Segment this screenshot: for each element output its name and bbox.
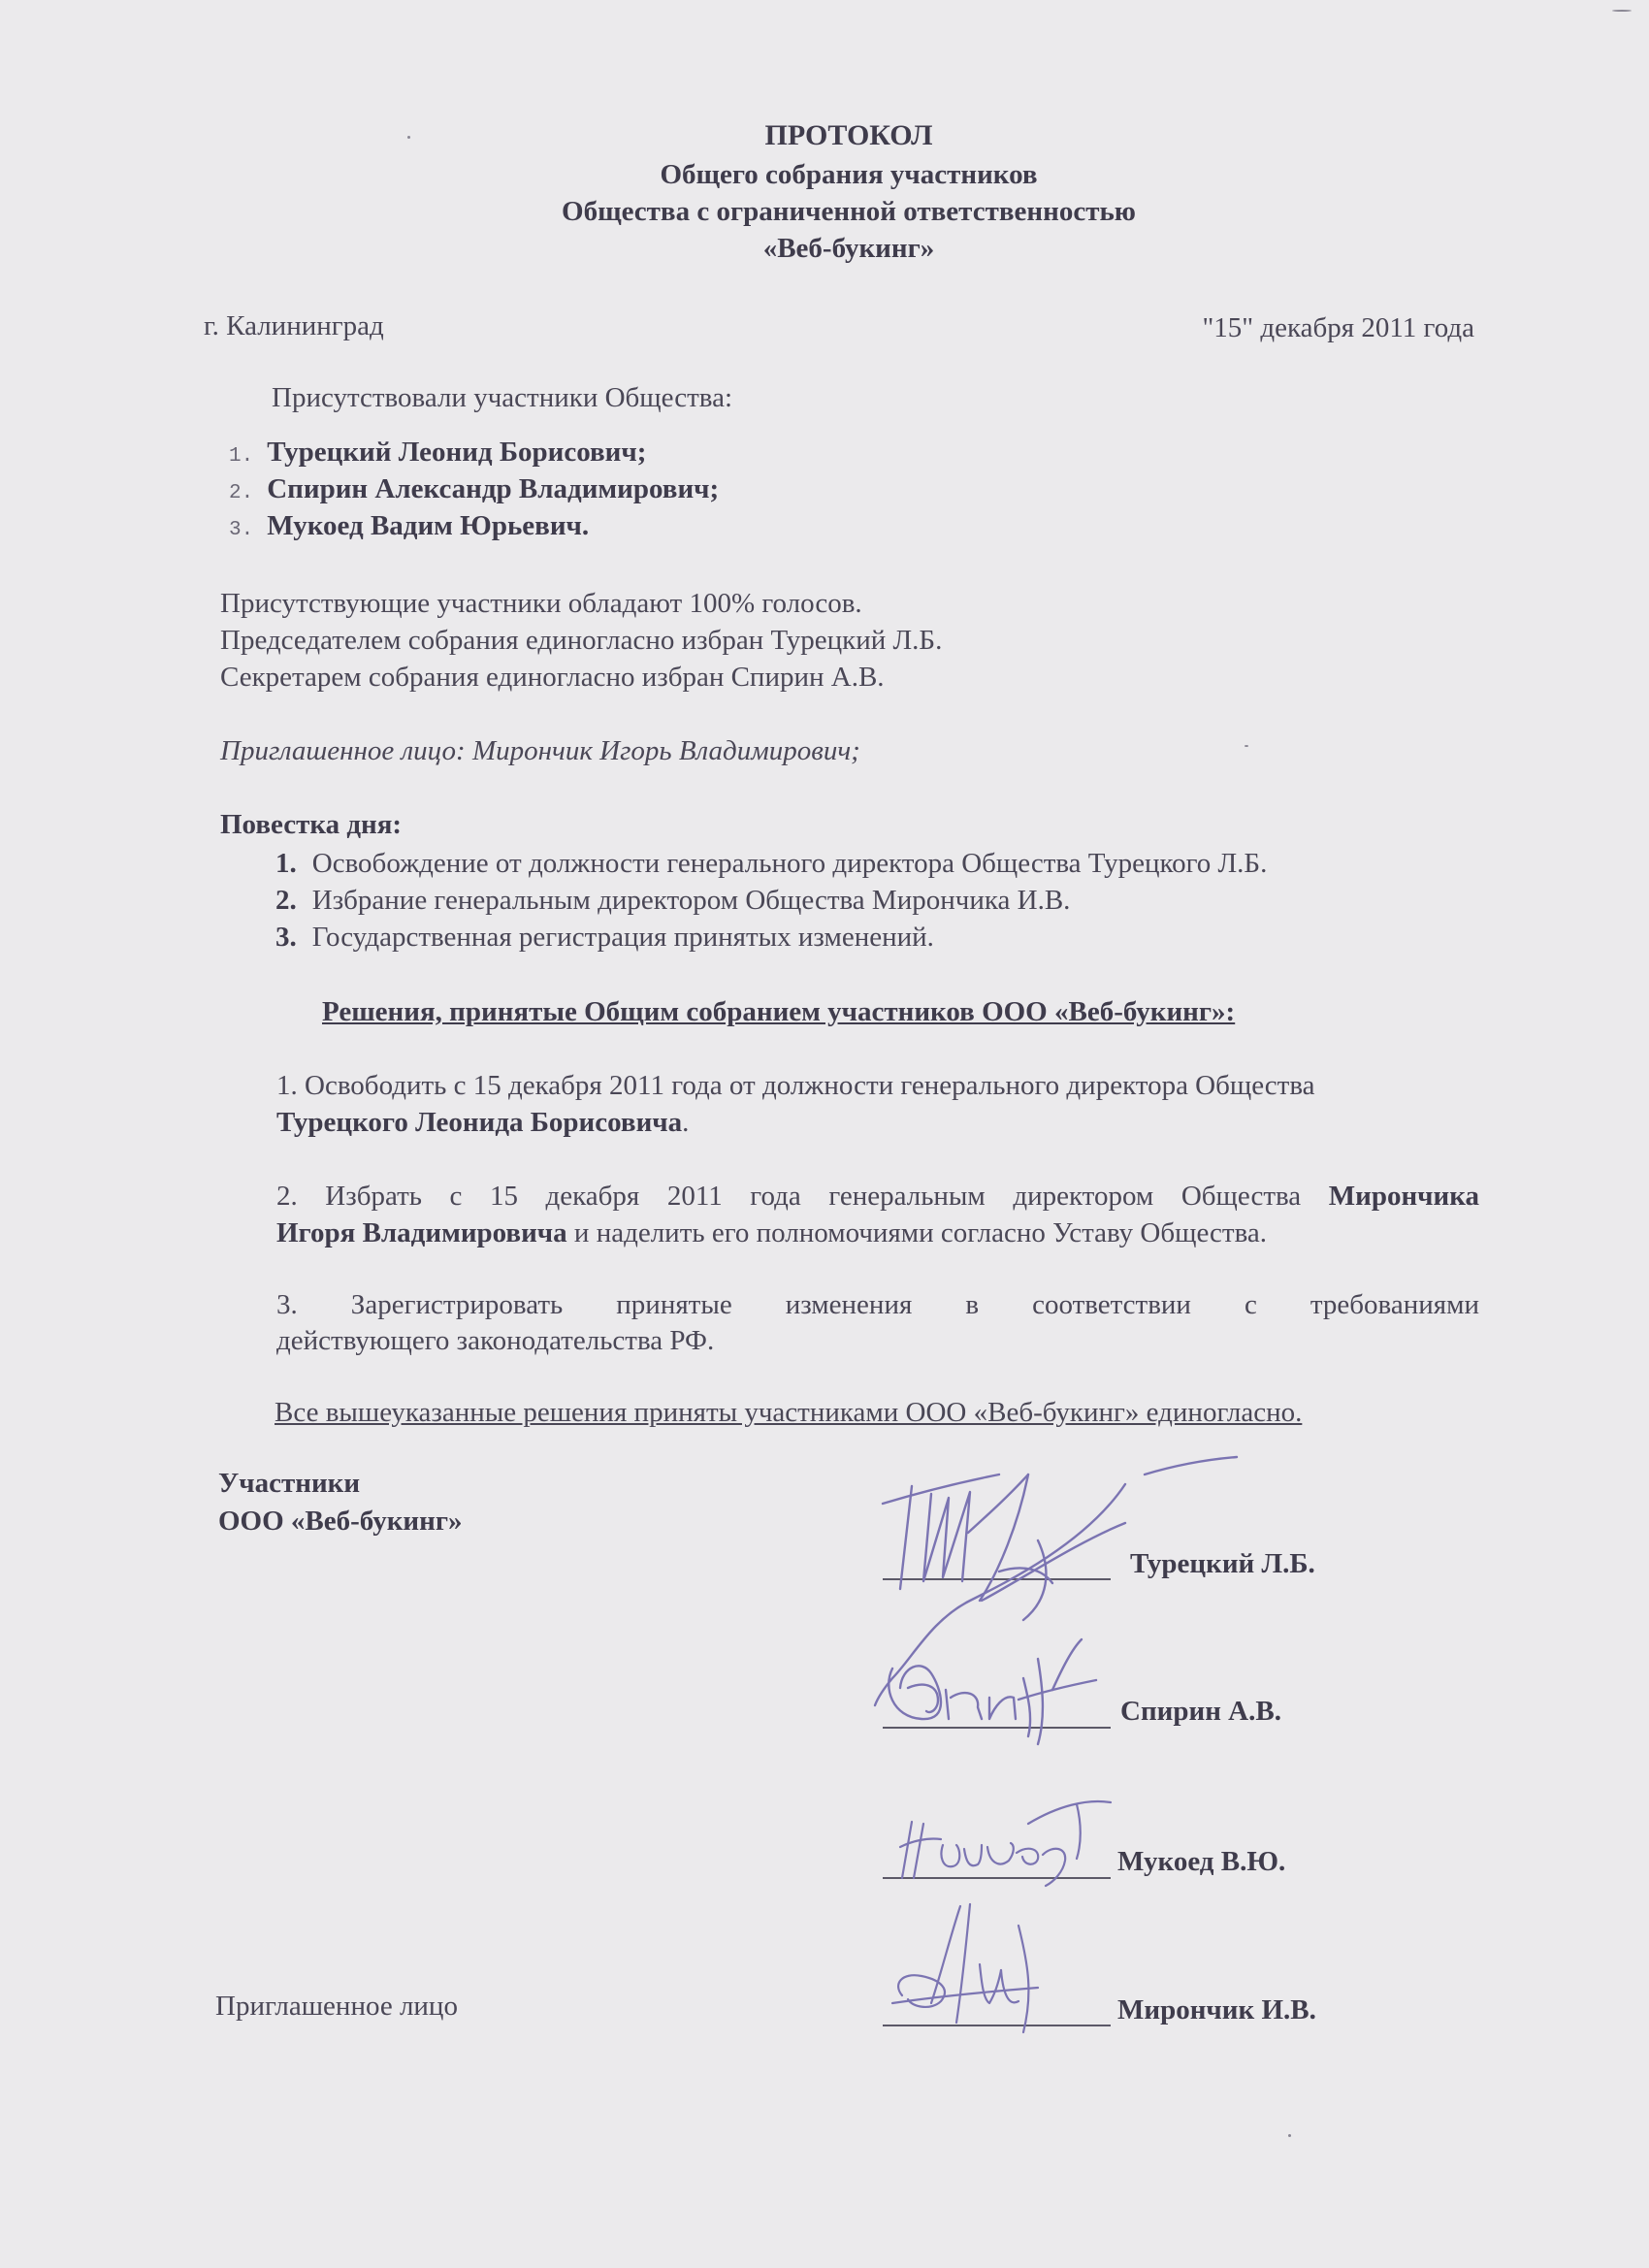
list-item — [275, 883, 1267, 920]
list-item — [275, 846, 1267, 883]
list-number: 3. — [229, 519, 254, 541]
place: г. Калининград — [204, 310, 384, 341]
votes-line: Присутствующие участники обладают 100% голосов. — [220, 588, 862, 619]
participant-name: Спирин Александр Владимирович; — [267, 473, 720, 504]
list-item — [229, 435, 719, 471]
date: "15" декабря 2011 года — [1202, 312, 1474, 343]
signer-name: Мукоед В.Ю. — [1117, 1846, 1286, 1877]
title-line-2: Общего собрания участников — [660, 159, 1038, 190]
present-intro: Присутствовали участники Общества: — [272, 382, 733, 413]
invited-label: Приглашенное лицо — [215, 1991, 458, 2022]
agenda-text: Государственная регистрация принятых изменений. — [311, 922, 934, 953]
invited-line: Приглашенное лицо: Мирончик Игорь Владимирович; — [220, 735, 860, 766]
signer-name: Турецкий Л.Б. — [1130, 1548, 1315, 1579]
participants-label: Участники — [218, 1468, 361, 1499]
decision-1-line-1: 1. Освободить с 15 декабря 2011 года от должности генерального директора Общества — [276, 1070, 1315, 1101]
agenda-list — [275, 846, 1267, 956]
participant-name: Мукоед Вадим Юрьевич. — [267, 510, 590, 541]
decision-2-text: 2. Избрать с 15 декабря 2011 года генеральным директором Общества — [276, 1181, 1302, 1212]
decision-2-bold-1: Мирончика — [1328, 1181, 1480, 1212]
agenda-title: Повестка дня: — [220, 809, 403, 840]
decision-2-line-2: Игоря Владимировича и наделить его полномочиями согласно Уставу Общества. — [276, 1217, 1268, 1248]
company-label: ООО «Веб-букинг» — [218, 1506, 463, 1537]
list-item — [229, 508, 719, 545]
list-number: 3. — [275, 922, 297, 953]
list-number: 2. — [275, 885, 297, 916]
scan-speck — [1288, 2134, 1291, 2137]
document-title: ПРОТОКОЛ — [764, 119, 933, 151]
participant-list — [229, 435, 719, 545]
decision-3-line-1: 3. Зарегистрировать принятые изменения в соответствии с требованиями — [276, 1289, 1479, 1320]
decisions-summary: Все вышеуказанные решения приняты участниками ООО «Веб-букинг» единогласно. — [275, 1397, 1303, 1428]
scan-speck — [1612, 10, 1632, 12]
signer-name: Мирончик И.В. — [1117, 1994, 1316, 2025]
agenda-text: Освобождение от должности генерального директора Общества Турецкого Л.Б. — [311, 848, 1268, 879]
scan-speck — [1245, 745, 1248, 747]
scan-speck — [407, 136, 410, 139]
decision-2-bold-2: Игоря Владимировича — [276, 1217, 567, 1248]
list-number: 1. — [229, 445, 254, 468]
agenda-text: Избрание генеральным директором Общества Мирончика И.В. — [311, 885, 1071, 916]
title-line-3: Общества с ограниченной ответственностью — [562, 196, 1136, 227]
list-item — [229, 471, 719, 508]
list-item — [275, 920, 1267, 956]
title-line-4: «Веб-букинг» — [762, 233, 935, 264]
list-number: 1. — [275, 848, 297, 879]
participant-name: Турецкий Леонид Борисович; — [267, 437, 647, 468]
decisions-title: Решения, принятые Общим собранием участников ООО «Веб-букинг»: — [322, 996, 1236, 1027]
list-number: 2. — [229, 482, 254, 504]
secretary-line: Секретарем собрания единогласно избран Спирин А.В. — [220, 662, 885, 693]
decision-1-bold: Турецкого Леонида Борисовича — [276, 1107, 683, 1138]
signature-mukoed — [873, 1785, 1125, 1892]
decision-1-line-2: Турецкого Леонида Борисовича. — [276, 1107, 690, 1138]
decision-3-line-2: действующего законодательства РФ. — [276, 1325, 715, 1356]
signature-mironchik — [873, 1887, 1086, 2042]
signer-name: Спирин А.В. — [1120, 1696, 1281, 1727]
signature-spirin — [873, 1630, 1125, 1746]
decision-2-line-1 — [276, 1179, 1479, 1214]
chairman-line: Председателем собрания единогласно избран Турецкий Л.Б. — [220, 625, 943, 656]
